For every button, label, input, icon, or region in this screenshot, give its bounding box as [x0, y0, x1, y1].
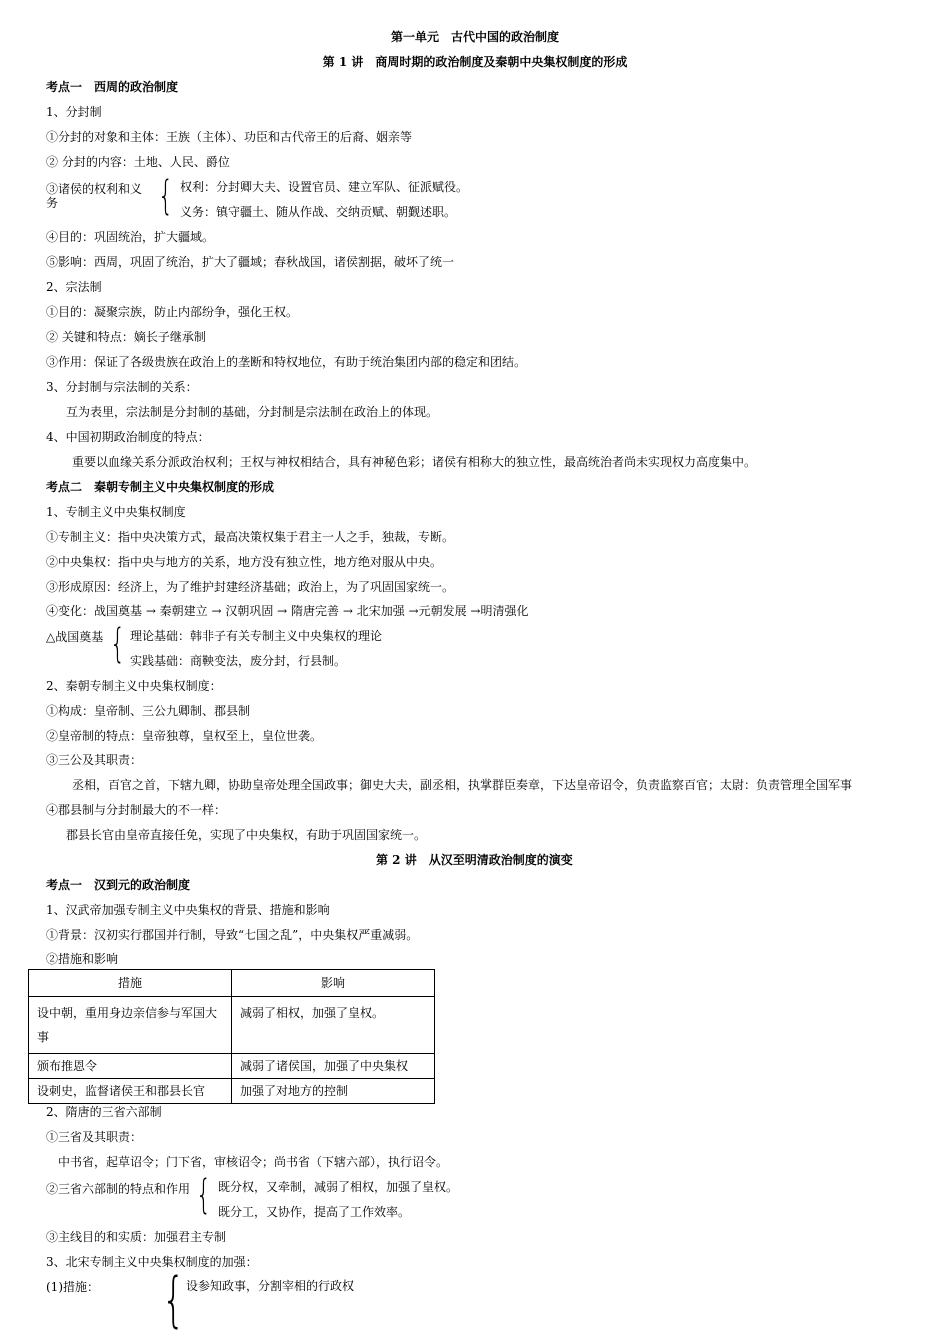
text-line: 2、隋唐的三省六部制 — [46, 1105, 162, 1119]
table-cell: 设中朝，重用身边亲信参与军国大事 — [29, 997, 232, 1054]
text-line: ①目的：凝聚宗族，防止内部纷争，强化王权。 — [46, 305, 299, 319]
text-line: 3、分封制与宗法制的关系： — [46, 380, 198, 394]
text-line: △战国奠基 — [46, 630, 104, 644]
text-line: ②措施和影响 — [46, 952, 119, 966]
brace-icon: { — [196, 1172, 212, 1218]
text-line: 重要以血缘关系分派政治权利；王权与神权相结合，具有神秘色彩；诸侯有相称大的独立性，最高统治者尚未实现权力高度集中。 — [72, 455, 757, 469]
text-line: ②三省六部制的特点和作用 — [46, 1182, 191, 1196]
text-line: 实践基础：商鞅变法，废分封，行县制。 — [130, 654, 347, 668]
text-line: 设参知政事，分割宰相的行政权 — [186, 1279, 355, 1293]
text-line: ①三省及其职责： — [46, 1130, 143, 1144]
text-line: 理论基础：韩非子有关专制主义中央集权的理论 — [130, 629, 383, 643]
table-header-cell: 措施 — [29, 970, 232, 997]
text-line: ③作用：保证了各级贵族在政治上的垄断和特权地位，有助于统治集团内部的稳定和团结。 — [46, 355, 527, 369]
lesson-2-title: 第 2 讲 从汉至明清政治制度的演变 — [376, 853, 573, 867]
text-line: 1、专制主义中央集权制度 — [46, 505, 186, 519]
text-line: 中书省，起草诏令；门下省，审核诏令；尚书省（下辖六部），执行诏令。 — [58, 1155, 449, 1169]
text-line: ③形成原因：经济上，为了维护封建经济基础；政治上，为了巩固国家统一。 — [46, 580, 455, 594]
table-cell: 减弱了相权，加强了皇权。 — [232, 997, 435, 1054]
table-cell: 颁布推恩令 — [29, 1054, 232, 1079]
text-line: 2、秦朝专制主义中央集权制度： — [46, 679, 222, 693]
brace-icon: { — [162, 1265, 185, 1335]
text-line: ④目的：巩固统治，扩大疆域。 — [46, 230, 215, 244]
text-line: 既分权，又牵制，减弱了相权，加强了皇权。 — [218, 1180, 459, 1194]
table-header-cell: 影响 — [232, 970, 435, 997]
text-line: ② 分封的内容：土地、人民、爵位 — [46, 155, 230, 169]
section-heading: 考点一 西周的政治制度 — [46, 80, 179, 94]
text-line: ①专制主义：指中央决策方式，最高决策权集于君主一人之手，独裁，专断。 — [46, 530, 455, 544]
table-row — [29, 1054, 435, 1079]
table-row — [29, 997, 435, 1054]
table-cell: 减弱了诸侯国，加强了中央集权 — [232, 1054, 435, 1079]
text-line: 1、分封制 — [46, 105, 102, 119]
table-header-row — [29, 970, 435, 997]
text-line: 1、汉武帝加强专制主义中央集权的背景、措施和影响 — [46, 903, 330, 917]
text-line: 4、中国初期政治制度的特点： — [46, 430, 210, 444]
text-line: ③诸侯的权利和义 — [46, 182, 143, 196]
text-line: 2、宗法制 — [46, 280, 102, 294]
brace-icon: { — [158, 173, 174, 219]
text-line: ②中央集权：指中央与地方的关系，地方没有独立性，地方绝对服从中央。 — [46, 555, 443, 569]
text-line: ② 关键和特点：嫡长子继承制 — [46, 330, 206, 344]
table-row — [29, 1079, 435, 1104]
section-heading: 考点一 汉到元的政治制度 — [46, 878, 191, 892]
lesson-1-title: 第 1 讲 商周时期的政治制度及秦朝中央集权制度的形成 — [322, 55, 628, 69]
measures-table — [28, 969, 435, 1104]
text-line: 互为表里，宗法制是分封制的基础，分封制是宗法制在政治上的体现。 — [66, 405, 439, 419]
text-line: 3、北宋专制主义中央集权制度的加强： — [46, 1255, 258, 1269]
text-line: 务 — [46, 196, 59, 210]
text-line: ④郡县制与分封制最大的不一样： — [46, 803, 227, 817]
section-heading: 考点二 秦朝专制主义中央集权制度的形成 — [46, 480, 275, 494]
text-line: 丞相，百官之首，下辖九卿，协助皇帝处理全国政事；御史大夫，副丞相，执掌群臣奏章，下达皇帝诏令，负责监察百官；太尉：负责管理全国军事 — [72, 778, 853, 792]
text-line: (1)措施： — [46, 1280, 99, 1294]
text-line: ①构成：皇帝制、三公九卿制、郡县制 — [46, 704, 251, 718]
unit-title: 第一单元 古代中国的政治制度 — [390, 30, 559, 44]
text-line: 郡县长官由皇帝直接任免，实现了中央集权，有助于巩固国家统一。 — [66, 828, 427, 842]
text-line: ③主线目的和实质：加强君主专制 — [46, 1230, 227, 1244]
table-cell: 设刺史，监督诸侯王和郡县长官 — [29, 1079, 232, 1104]
text-line: ③三公及其职责： — [46, 753, 143, 767]
text-line: 权利：分封卿大夫、设置官员、建立军队、征派赋役。 — [180, 180, 469, 194]
brace-icon: { — [110, 621, 126, 667]
text-line: ①分封的对象和主体：王族（主体）、功臣和古代帝王的后裔、姻亲等 — [46, 130, 413, 144]
text-line: 既分工，又协作，提高了工作效率。 — [218, 1205, 411, 1219]
text-line: ②皇帝制的特点：皇帝独尊，皇权至上，皇位世袭。 — [46, 729, 323, 743]
text-line: ④变化：战国奠基 → 秦朝建立 → 汉朝巩固 → 隋唐完善 → 北宋加强 →元朝发展 →明清强化 — [46, 604, 529, 618]
table-cell: 加强了对地方的控制 — [232, 1079, 435, 1104]
text-line: 义务：镇守疆土、随从作战、交纳贡赋、朝觐述职。 — [180, 205, 457, 219]
text-line: ⑤影响：西周，巩固了统治，扩大了疆域；春秋战国，诸侯割据，破坏了统一 — [46, 255, 455, 269]
text-line: ①背景：汉初实行郡国并行制，导致“七国之乱”，中央集权严重减弱。 — [46, 928, 419, 942]
